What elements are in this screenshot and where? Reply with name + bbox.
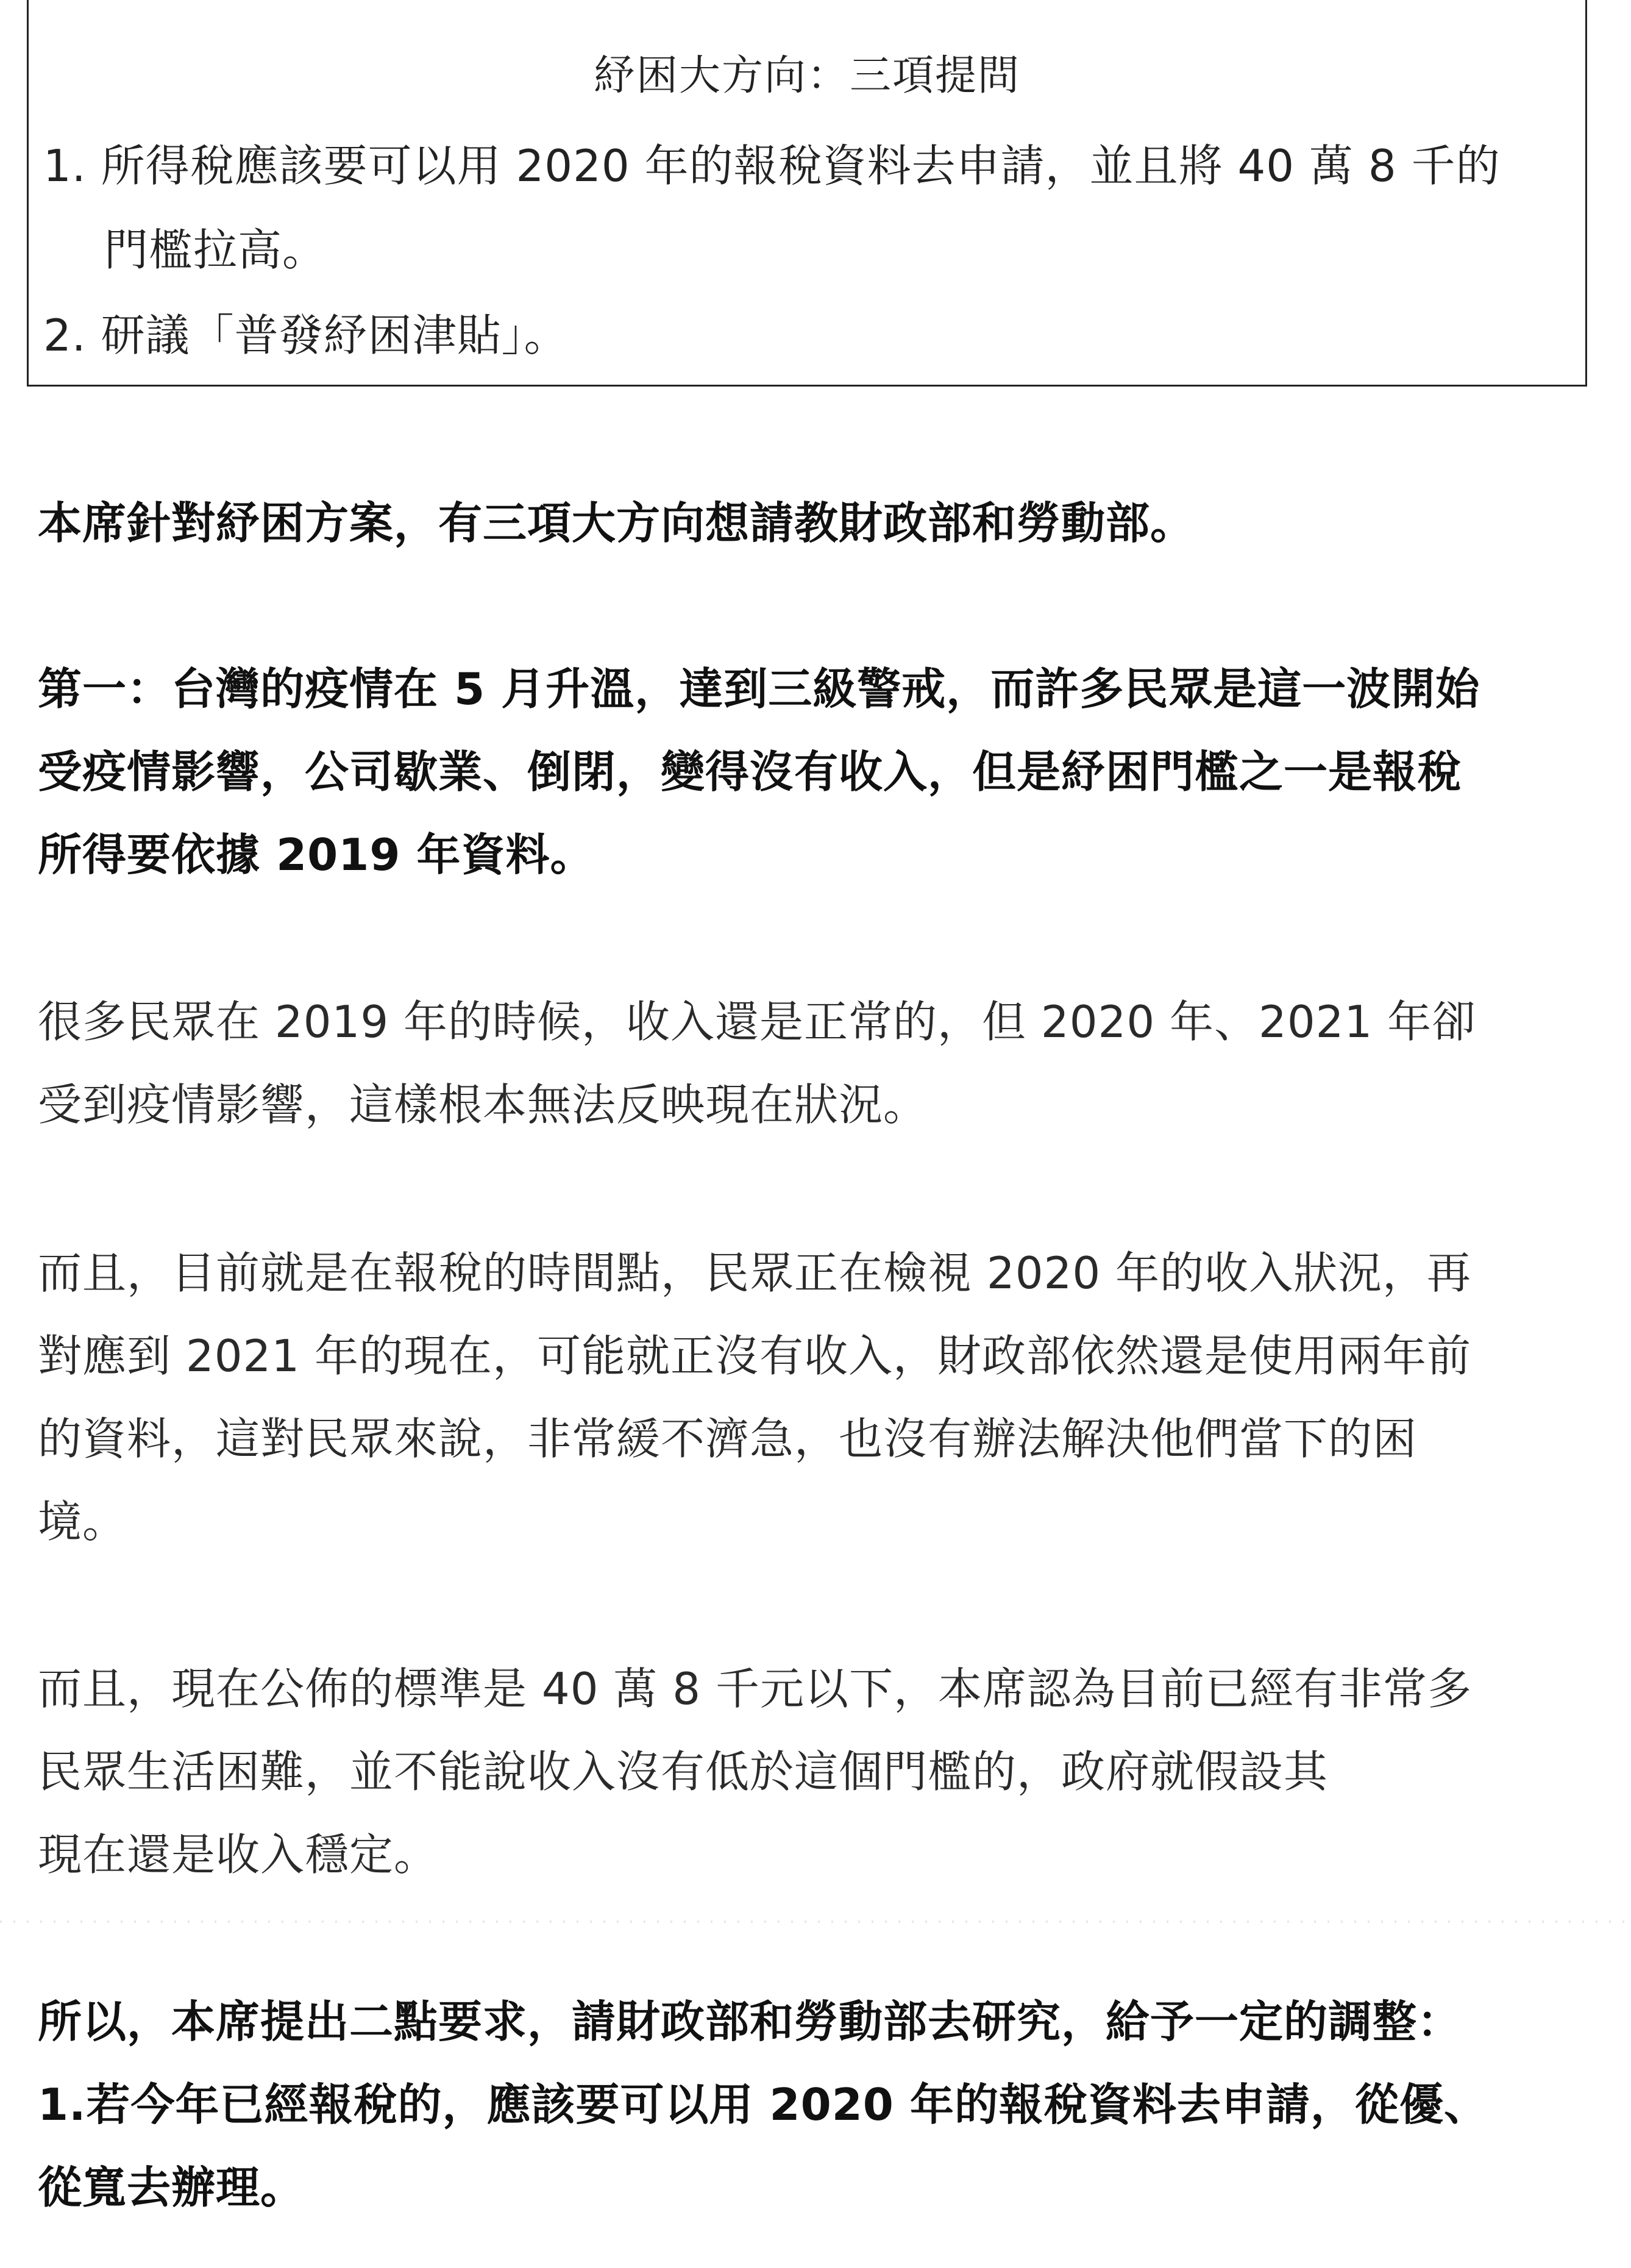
summary-item-1: 1. 所得稅應該要可以用 2020 年的報稅資料去申請，並且將 40 萬 8 千的 (43, 140, 1501, 191)
paragraph-4-line-2: 民眾生活困難，並不能說收入沒有低於這個門檻的，政府就假設其 (38, 1746, 1329, 1797)
paragraph-5-line-2: 1.若今年已經報稅的，應該要可以用 2020 年的報稅資料去申請，從優、 (38, 2079, 1488, 2130)
summary-title: 紓困大方向：三項提問 (593, 52, 1020, 100)
paragraph-4-line-1: 而且，現在公佈的標準是 40 萬 8 千元以下，本席認為目前已經有非常多 (38, 1663, 1472, 1714)
paragraph-2-line-2: 受到疫情影響，這樣根本無法反映現在狀況。 (38, 1079, 928, 1130)
paragraph-3-line-4: 境。 (38, 1496, 127, 1547)
paragraph-5-line-3: 從寬去辦理。 (38, 2162, 305, 2213)
paragraph-3-line-3: 的資料，這對民眾來說，非常緩不濟急，也沒有辦法解決他們當下的困 (38, 1413, 1418, 1464)
intro-paragraph: 本席針對紓困方案，有三項大方向想請教財政部和勞動部。 (38, 497, 1195, 549)
paragraph-5-line-1: 所以，本席提出二點要求，請財政部和勞動部去研究，給予一定的調整： (38, 1996, 1462, 2047)
paragraph-1-line-1: 第一：台灣的疫情在 5 月升溫，達到三級警戒，而許多民眾是這一波開始 (38, 663, 1480, 715)
summary-box (27, 0, 1587, 387)
summary-item-1-continued: 門檻拉高。 (104, 224, 327, 276)
paragraph-1-line-3: 所得要依據 2019 年資料。 (38, 829, 595, 880)
summary-item-2: 2. 研議「普發紓困津貼」。 (43, 310, 569, 361)
scan-artifact-line (0, 1920, 1631, 1923)
paragraph-4-line-3: 現在還是收入穩定。 (38, 1829, 439, 1880)
paragraph-3-line-1: 而且，目前就是在報稅的時間點，民眾正在檢視 2020 年的收入狀況，再 (38, 1247, 1472, 1299)
paragraph-3-line-2: 對應到 2021 年的現在，可能就正沒有收入，財政部依然還是使用兩年前 (38, 1330, 1472, 1382)
paragraph-2-line-1: 很多民眾在 2019 年的時候，收入還是正常的，但 2020 年、2021 年卻 (38, 996, 1477, 1047)
paragraph-1-line-2: 受疫情影響，公司歇業、倒閉，變得沒有收入，但是紓困門檻之一是報稅 (38, 746, 1462, 797)
